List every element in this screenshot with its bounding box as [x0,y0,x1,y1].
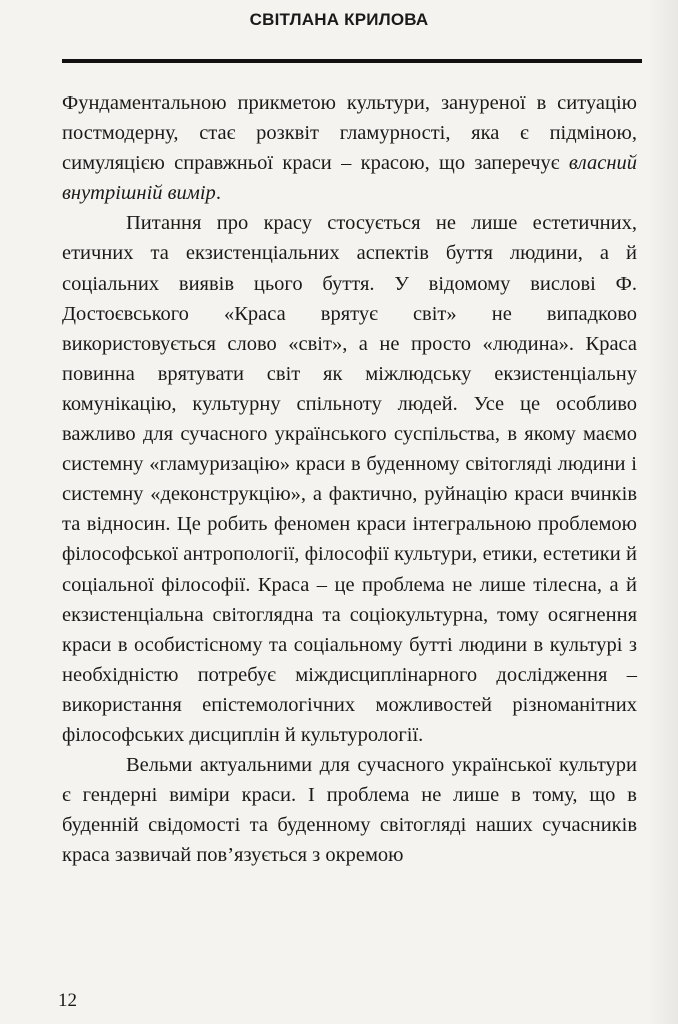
paragraph-1-tail: . [215,182,221,205]
header-rule [62,59,642,63]
paragraph-1-italic: власний внутрішній вимір [62,152,637,205]
page-edge-shadow [648,0,678,1024]
running-head-author: СВІТЛАНА КРИЛОВА [249,10,429,29]
paragraph-1-text: Фундаментальною прикметою культури, зануреної в ситуацію постмодерну, стає розквіт гламурності, яка є підміною, симуляцією справжньої краси – красою, що заперечує [62,92,637,175]
page-number: 12 [58,990,77,1011]
paragraph-1 [62,88,637,208]
body-text [62,88,637,870]
paragraph-3: Вельми актуальними для сучасного української культури є гендерні виміри краси. І проблема не лише в тому, що в буденній свідомості та буденному світогляді наших сучасників краса зазвичай пов’язується з окремою [62,754,637,867]
paragraph-2: Питання про красу стосується не лише естетичних, етичних та екзистенціальних аспектів буття людини, а й соціальних виявів цього буття. У відомому вислові Ф. Достоєвського «Краса врятує світ» не випадково використовується слово «світ», а не просто «людина». Краса повинна врятувати світ як міжлюдську екзистенціальну комунікацію, культурну спільноту людей. Усе це особливо важливо для сучасного українського суспільства, в якому маємо системну «гламуризацію» краси в буденному світогляді людини і системну «деконструкцію», а фактично, руйнацію краси вчинків та відносин. Це робить феномен краси інтегральною проблемою філософської антропології, філософії культури, етики, естетики й соціальної філософії. Краса – це проблема не лише тілесна, а й екзистенціальна світоглядна та соціокультурна, тому осягнення краси в особистісному та соціальному бутті людини в культурі з необхідністю потребує міждисциплінарного дослідження – використання епістемологічних можливостей різноманітних філософських дисциплін й культурології. [62,212,637,746]
